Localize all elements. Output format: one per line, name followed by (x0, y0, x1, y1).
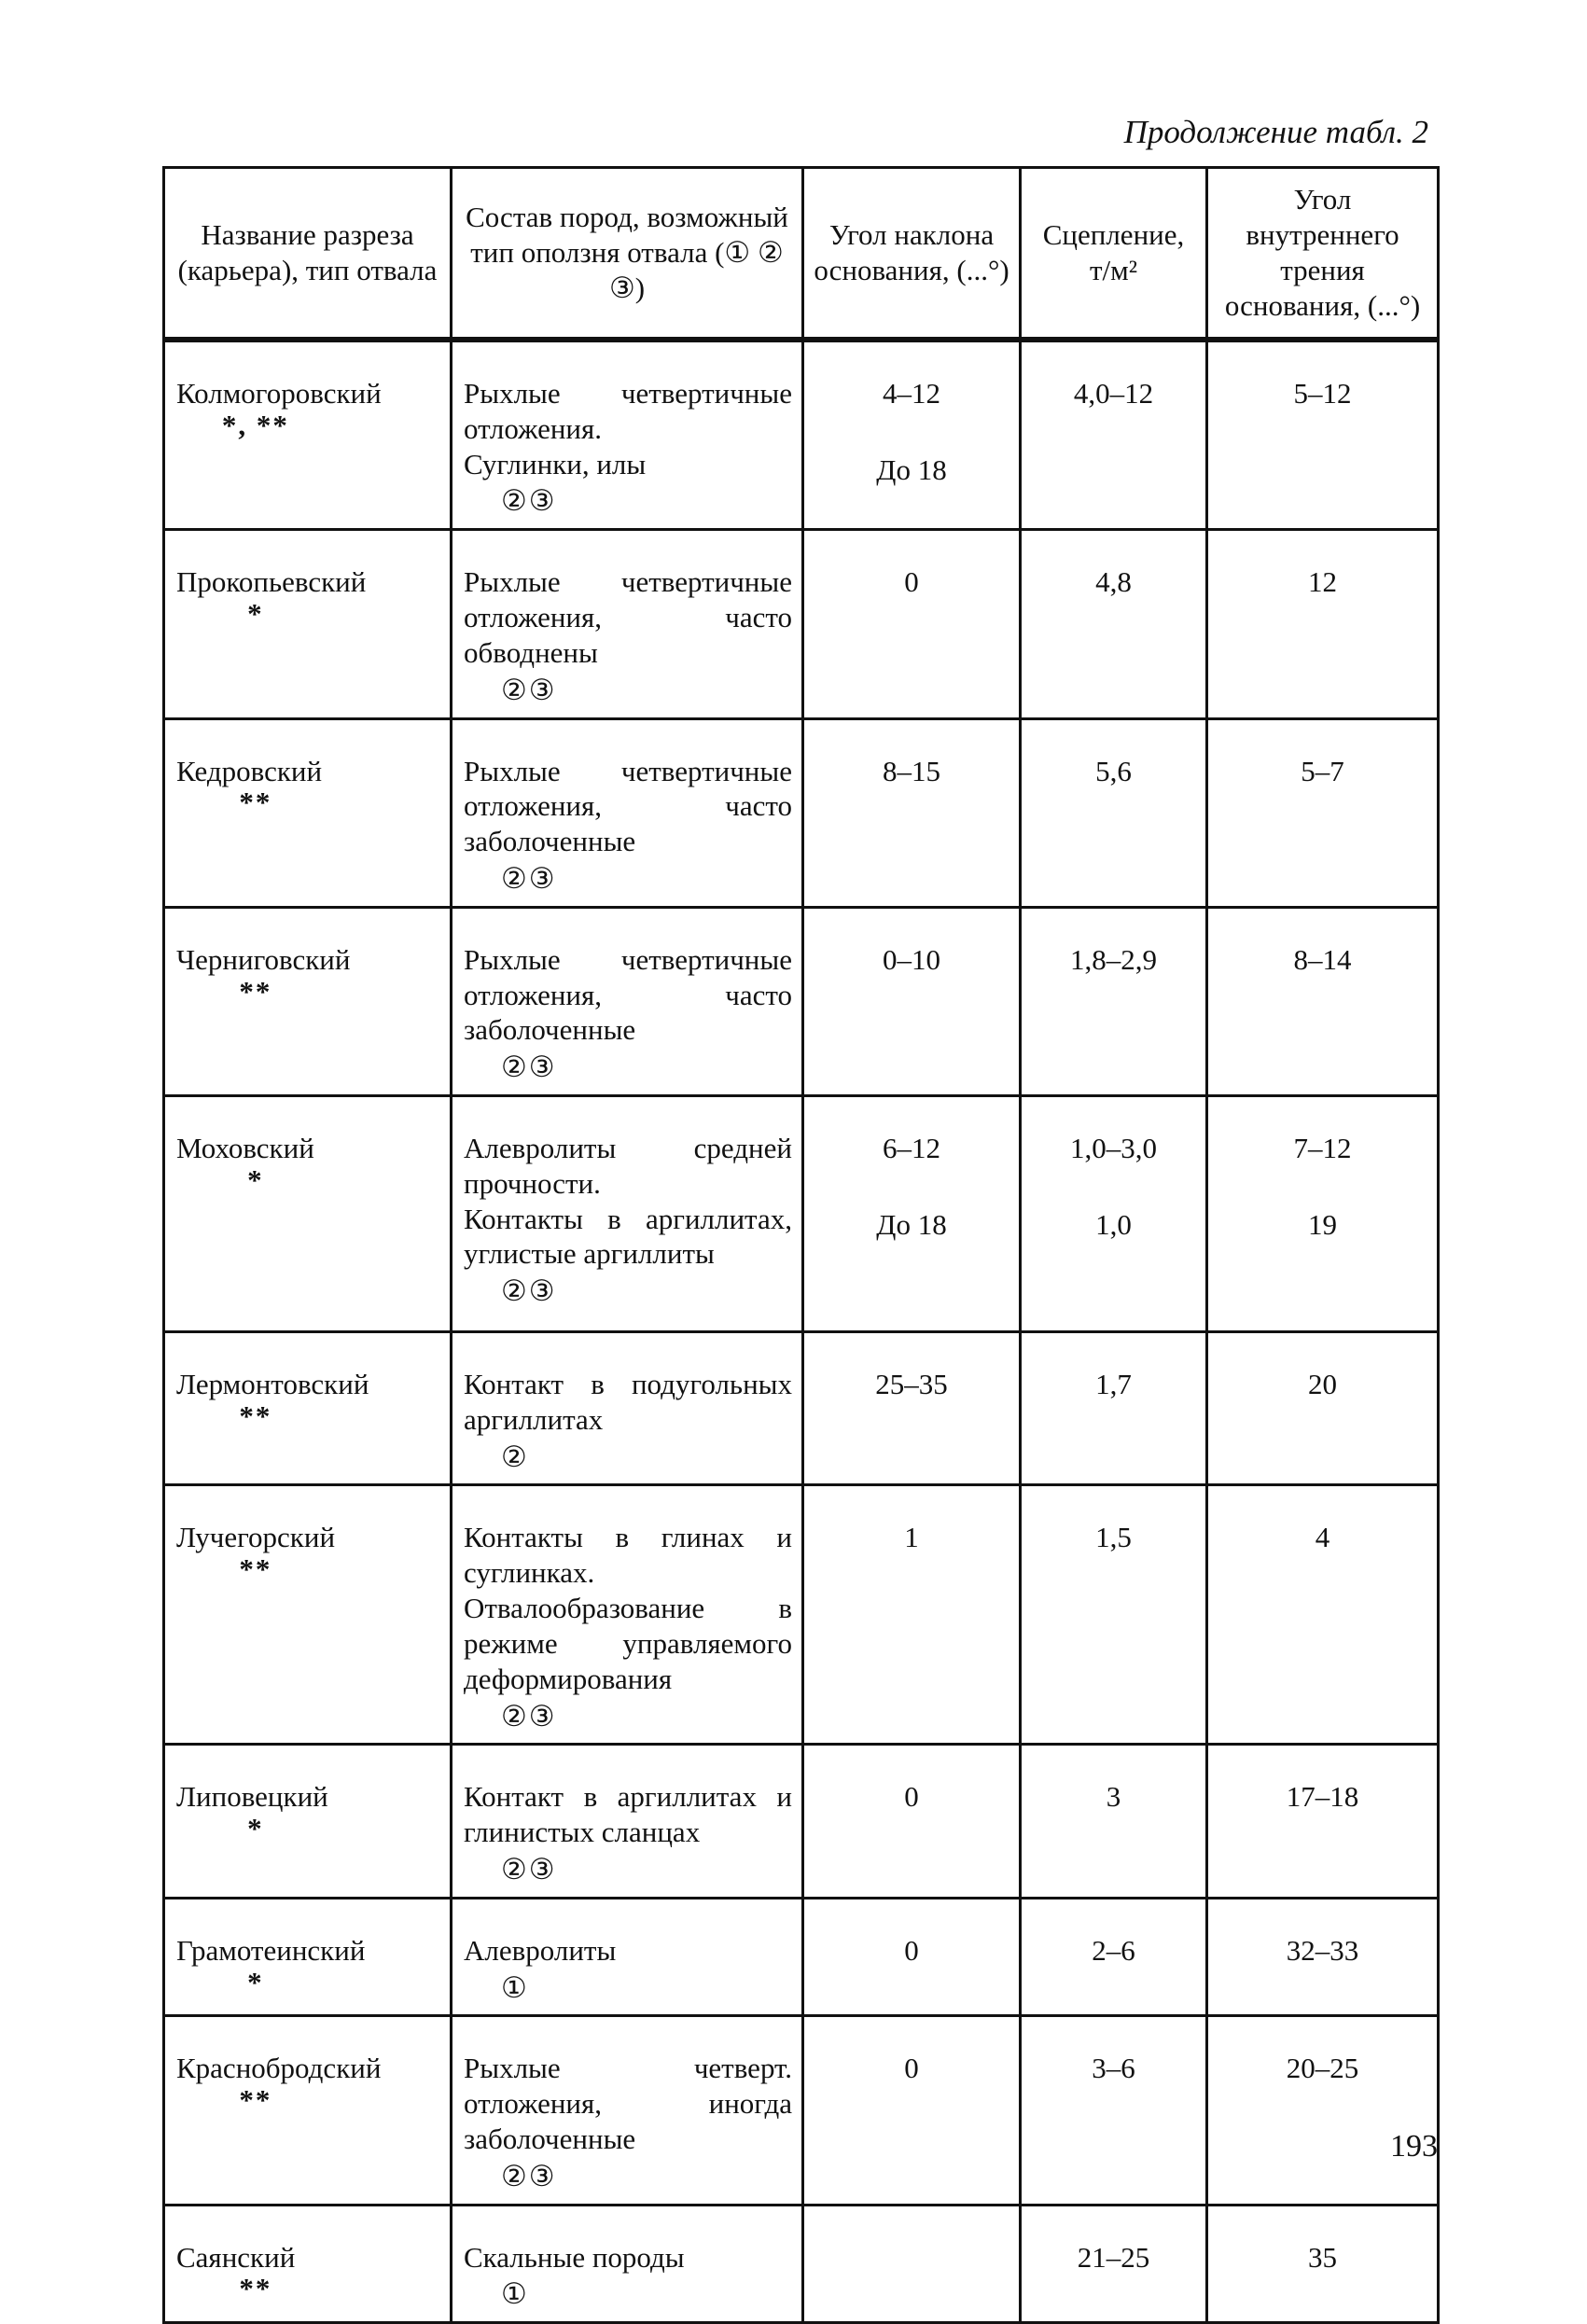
cohesion-value: 3 (1106, 1780, 1121, 1814)
angle-value: До 18 (876, 1207, 947, 1241)
composition-text: Рыхлые четвертичные отложения. (464, 377, 792, 445)
angle-value: До 18 (876, 452, 947, 486)
table-row (164, 530, 1439, 718)
table-row (164, 1485, 1439, 1745)
friction-value: 19 (1308, 1207, 1337, 1241)
cell-friction (1207, 2016, 1439, 2205)
dump-type-stars: * (247, 1965, 264, 1998)
header-friction: Угол внутреннего трения основания, (...°) (1207, 168, 1439, 341)
cell-angle (803, 1332, 1021, 1485)
cell-angle (803, 530, 1021, 718)
cell-name (164, 2016, 452, 2205)
landslide-type-marks: ②③ (501, 484, 557, 518)
composition-text: Алевролиты средней прочности. (464, 1132, 792, 1200)
cell-cohesion (1021, 718, 1207, 907)
cell-name (164, 1898, 452, 2016)
quarry-name: Черниговский (176, 942, 351, 976)
cell-angle (803, 1745, 1021, 1898)
angle-value: 8–15 (883, 754, 940, 787)
cell-name (164, 530, 452, 718)
composition-text: Контакты в аргиллитах, углистые аргиллиты (464, 1202, 792, 1271)
cell-angle (803, 1898, 1021, 2016)
cell-composition (452, 2016, 803, 2205)
cell-friction (1207, 1096, 1439, 1332)
cohesion-value: 4,0–12 (1073, 377, 1154, 410)
angle-value: 0 (904, 565, 919, 599)
table-row (164, 1332, 1439, 1485)
cell-composition (452, 1745, 803, 1898)
cell-friction (1207, 2205, 1439, 2323)
quarry-name: Краснобродский (176, 2052, 382, 2085)
composition-text: Рыхлые четвертичные отложения, часто заболоченные (464, 942, 792, 1047)
composition-text: Алевролиты (464, 1933, 617, 1967)
composition-text: Суглинки, илы (464, 447, 647, 480)
cohesion-value: 2–6 (1092, 1933, 1135, 1967)
angle-value: 6–12 (883, 1132, 940, 1164)
cell-cohesion (1021, 1332, 1207, 1485)
cell-friction (1207, 718, 1439, 907)
angle-value: 1 (904, 1521, 919, 1554)
cell-name (164, 340, 452, 530)
cell-angle (803, 1485, 1021, 1745)
cell-composition (452, 340, 803, 530)
composition-text: Контакт в подугольных аргиллитах (464, 1368, 792, 1436)
geology-table (162, 166, 1440, 2324)
landslide-type-marks: ②③ (501, 1274, 557, 1308)
landslide-type-marks: ① (501, 2277, 529, 2311)
cell-friction (1207, 530, 1439, 718)
header-angle: Угол наклона основания, (...°) (803, 168, 1021, 341)
dump-type-stars: * (247, 597, 264, 631)
dump-type-stars: ** (239, 974, 272, 1008)
cohesion-value: 4,8 (1095, 565, 1132, 599)
header-composition: Состав пород, возможный тип оползня отвала (① ② ③) (452, 168, 803, 341)
cell-cohesion (1021, 1096, 1207, 1332)
friction-value: 20–25 (1286, 2052, 1359, 2085)
friction-value: 8–14 (1293, 942, 1352, 976)
cell-cohesion (1021, 907, 1207, 1095)
cell-friction (1207, 340, 1439, 530)
table-row (164, 2016, 1439, 2205)
quarry-name: Липовецкий (176, 1780, 328, 1814)
composition-text: Контакты в глинах и суглинках. Отвалообразование в режиме управляемого деформирования (464, 1521, 792, 1695)
cohesion-value: 1,7 (1095, 1368, 1132, 1400)
dump-type-stars: *, ** (221, 408, 289, 441)
friction-value: 7–12 (1293, 1132, 1352, 1164)
cell-cohesion (1021, 1485, 1207, 1745)
cell-friction (1207, 907, 1439, 1095)
cohesion-value: 3–6 (1092, 2052, 1135, 2085)
cohesion-value: 1,5 (1095, 1521, 1132, 1554)
quarry-name: Лермонтовский (176, 1368, 369, 1400)
page-number: 193 (1390, 2129, 1438, 2164)
cell-composition (452, 1332, 803, 1485)
quarry-name: Грамотеинский (176, 1933, 366, 1967)
landslide-type-marks: ② (501, 1440, 529, 1473)
angle-value: 0 (904, 2052, 919, 2085)
cohesion-value: 21–25 (1077, 2240, 1150, 2274)
cell-composition (452, 1096, 803, 1332)
composition-text: Рыхлые четвертичные отложения, часто обводнены (464, 565, 792, 669)
landslide-type-marks: ②③ (501, 1051, 557, 1084)
dump-type-stars: ** (239, 786, 272, 819)
angle-value: 25–35 (875, 1368, 948, 1400)
dump-type-stars: * (247, 1162, 264, 1196)
cell-name (164, 1332, 452, 1485)
quarry-name: Колмогоровский (176, 377, 382, 410)
dump-type-stars: ** (239, 1552, 272, 1586)
cell-composition (452, 907, 803, 1095)
cell-angle (803, 907, 1021, 1095)
quarry-name: Кедровский (176, 754, 323, 787)
header-cohesion: Сцепление, т/м² (1021, 168, 1207, 341)
cohesion-value: 1,0–3,0 (1070, 1132, 1157, 1164)
friction-value: 12 (1308, 565, 1337, 599)
cell-angle (803, 1096, 1021, 1332)
table-row (164, 1096, 1439, 1332)
composition-text: Скальные породы (464, 2240, 685, 2274)
landslide-type-marks: ① (501, 1970, 529, 2004)
friction-value: 17–18 (1286, 1780, 1359, 1814)
friction-value: 35 (1308, 2240, 1337, 2274)
friction-value: 20 (1308, 1368, 1337, 1400)
cell-cohesion (1021, 530, 1207, 718)
cell-angle (803, 2205, 1021, 2323)
table-header-row (164, 168, 1439, 341)
table-row (164, 1745, 1439, 1898)
cell-name (164, 1096, 452, 1332)
table-row (164, 907, 1439, 1095)
dump-type-stars: ** (239, 2083, 272, 2117)
cell-angle (803, 340, 1021, 530)
cohesion-value: 1,0 (1095, 1207, 1132, 1241)
quarry-name: Прокопьевский (176, 565, 367, 599)
cell-name (164, 907, 452, 1095)
landslide-type-marks: ②③ (501, 2159, 557, 2192)
dump-type-stars: * (247, 1812, 264, 1845)
landslide-type-marks: ②③ (501, 1699, 557, 1733)
dump-type-stars: ** (239, 2272, 272, 2305)
angle-value: 0 (904, 1780, 919, 1814)
cell-cohesion (1021, 1745, 1207, 1898)
table-row (164, 2205, 1439, 2323)
quarry-name: Лучегорский (176, 1521, 336, 1554)
cell-cohesion (1021, 340, 1207, 530)
cell-composition (452, 718, 803, 907)
composition-text: Контакт в аргиллитах и глинистых сланцах (464, 1780, 792, 1849)
composition-text: Рыхлые четверт. отложения, иногда заболоченные (464, 2052, 792, 2155)
cell-composition (452, 1485, 803, 1745)
friction-value: 5–12 (1293, 377, 1352, 410)
cell-name (164, 718, 452, 907)
friction-value: 4 (1315, 1521, 1330, 1554)
table-row (164, 718, 1439, 907)
dump-type-stars: ** (239, 1399, 272, 1432)
composition-text: Рыхлые четвертичные отложения, часто заболоченные (464, 754, 792, 858)
cell-name (164, 2205, 452, 2323)
landslide-type-marks: ②③ (501, 861, 557, 895)
cohesion-value: 1,8–2,9 (1070, 942, 1157, 976)
friction-value: 32–33 (1286, 1933, 1359, 1967)
table-row (164, 1898, 1439, 2016)
cell-composition (452, 530, 803, 718)
cell-friction (1207, 1898, 1439, 2016)
angle-value: 0 (904, 1933, 919, 1967)
cell-friction (1207, 1332, 1439, 1485)
cohesion-value: 5,6 (1095, 754, 1132, 787)
angle-value: 0–10 (883, 942, 940, 976)
landslide-type-marks: ②③ (501, 1852, 557, 1886)
cell-cohesion (1021, 1898, 1207, 2016)
cell-name (164, 1745, 452, 1898)
cell-friction (1207, 1745, 1439, 1898)
cell-angle (803, 2016, 1021, 2205)
table-caption: Продолжение табл. 2 (1123, 114, 1428, 150)
quarry-name: Саянский (176, 2240, 296, 2274)
cell-cohesion (1021, 2016, 1207, 2205)
cell-friction (1207, 1485, 1439, 1745)
table-row (164, 340, 1439, 530)
angle-value: 4–12 (883, 377, 940, 410)
cell-composition (452, 1898, 803, 2016)
cell-composition (452, 2205, 803, 2323)
cell-cohesion (1021, 2205, 1207, 2323)
quarry-name: Моховский (176, 1132, 314, 1164)
friction-value: 5–7 (1301, 754, 1344, 787)
header-name: Название разреза (карьера), тип отвала (164, 168, 452, 341)
cell-angle (803, 718, 1021, 907)
landslide-type-marks: ②③ (501, 673, 557, 706)
cell-name (164, 1485, 452, 1745)
